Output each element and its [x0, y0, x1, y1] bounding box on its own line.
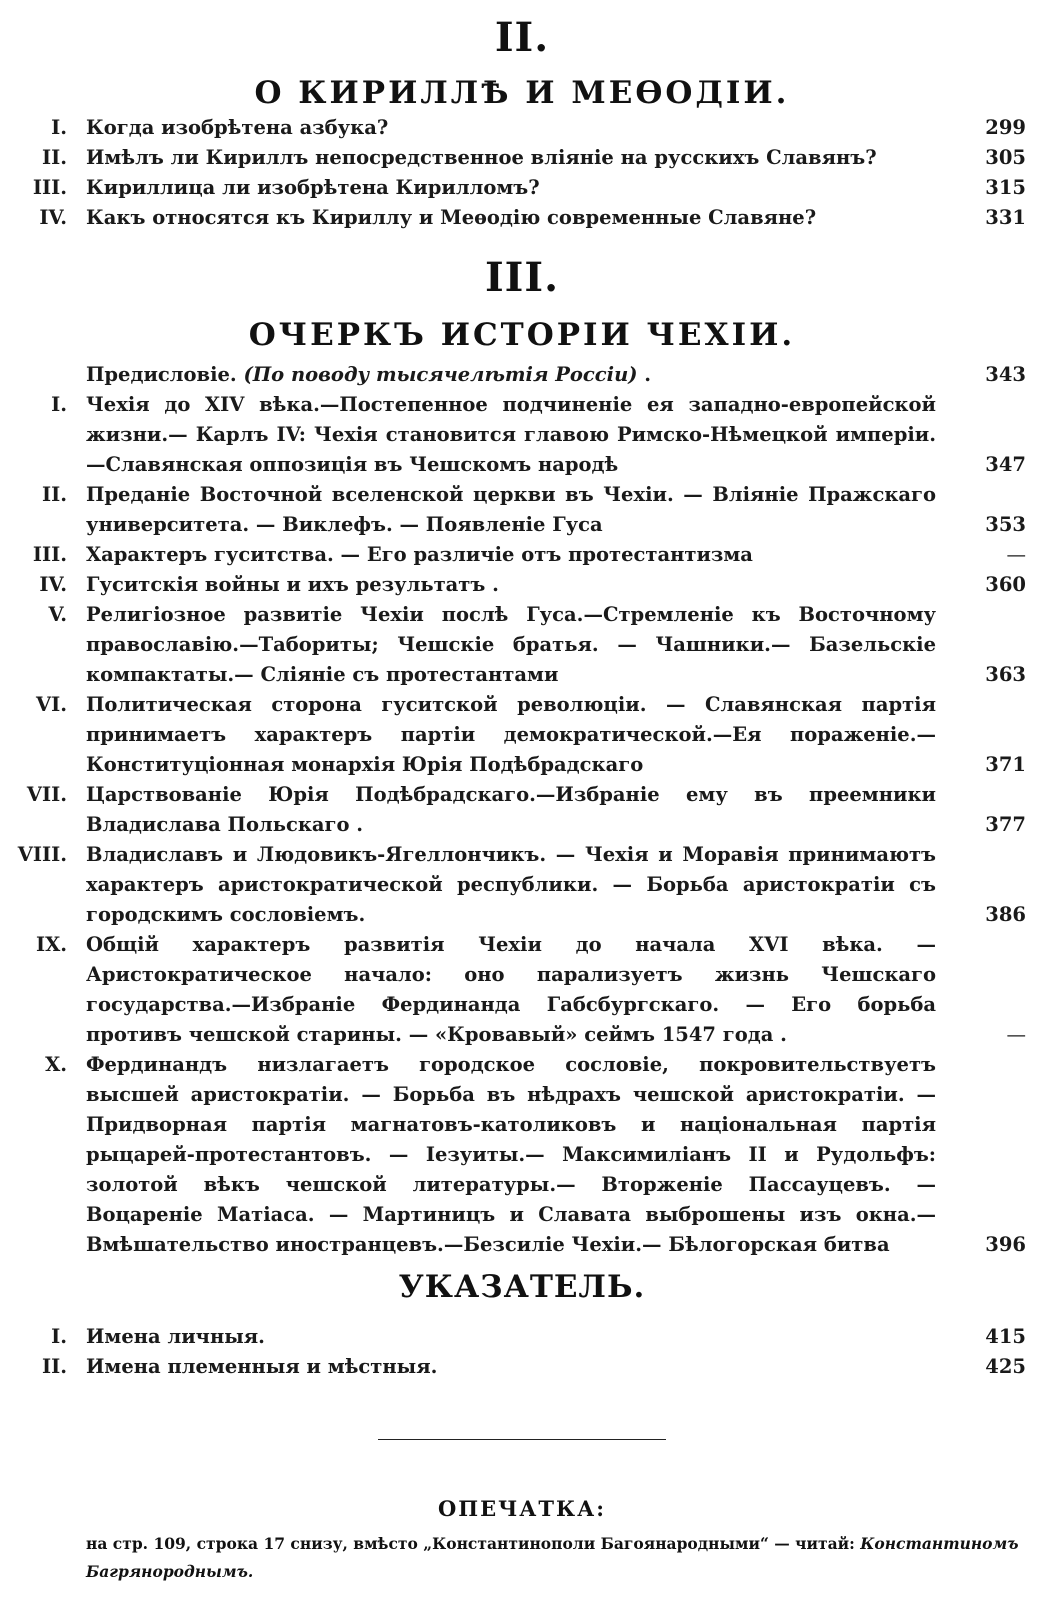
entry-title: Кириллица ли изобрѣтена Кирилломъ? — [86, 176, 540, 199]
entry-number: IV. — [39, 206, 67, 229]
page-number: 315 — [985, 176, 1026, 199]
entry-number: II. — [41, 146, 67, 169]
entry-title: Религіозное развитіе Чехіи послѣ Гуса.—Стремленіе къ Восточному православію.—Табориты; Чешскіе братья. — Чашники.— Базельскіе компактаты.— Сліяніе съ протестантами — [86, 603, 936, 686]
entry-title: Характеръ гуситства. — Его различіе отъ протестантизма — [86, 543, 753, 566]
preface-tail: . — [637, 363, 652, 386]
toc-entry — [0, 173, 1044, 203]
toc-entry — [0, 203, 1044, 233]
entry-number: VIII. — [17, 843, 67, 866]
section-3 — [0, 254, 1044, 353]
page-number: 386 — [985, 903, 1026, 926]
entry-title: Имена личныя. — [86, 1325, 265, 1348]
toc-entry — [0, 1050, 1044, 1260]
page-number: 360 — [985, 573, 1026, 596]
entry-number: I. — [51, 393, 67, 416]
entry-title: Гуситскія войны и ихъ результатъ . — [86, 573, 499, 596]
page-number: 415 — [985, 1325, 1026, 1348]
entry-number: II. — [41, 483, 67, 506]
section-title: ОЧЕРКЪ ИСТОРІИ ЧЕХІИ. — [248, 317, 796, 353]
entry-title: Общій характеръ развитія Чехіи до начала XVI вѣка. — Аристократическое начало: оно парализуетъ жизнь Чешскаго государства.—Избраніе Фердинанда Габсбургскаго. — Его борьба противъ чешской старины. — «Кровавый» сеймъ 1547 года . — [86, 933, 936, 1046]
entry-title: Чехія до XIV вѣка.—Постепенное подчиненіе ея западно-европейской жизни.— Карлъ IV: Чехія становится главою Римско-Нѣмецкой имперіи.—Славянская оппозиція въ Чешскомъ народѣ — [86, 393, 936, 476]
page-number: 299 — [985, 116, 1026, 139]
index-title: УКАЗАТЕЛЬ. — [398, 1269, 646, 1305]
page-number: 425 — [985, 1355, 1026, 1378]
errata-text — [86, 1530, 1024, 1586]
errata-body: на стр. 109, строка 17 снизу, вмѣсто „Константинополи Багоянародными“ — читай: — [86, 1534, 855, 1553]
toc-entry — [0, 480, 1044, 540]
entry-number: III. — [32, 176, 67, 199]
entry-number: V. — [48, 603, 67, 626]
entry-number: VII. — [26, 783, 67, 806]
entry-number: I. — [51, 1325, 67, 1348]
entry-title: Преданіе Восточной вселенской церкви въ Чехіи. — Вліяніе Пражскаго университета. — Виклефъ. — Появленіе Гуса — [86, 483, 936, 536]
section-number: II. — [494, 14, 550, 61]
page-number: 371 — [985, 753, 1026, 776]
toc-section-2 — [0, 113, 1044, 233]
section-title: О КИРИЛЛѢ И МЕѲОДІИ. — [254, 75, 790, 111]
toc-entry — [0, 1352, 1044, 1382]
preface-note: (По поводу тысячелѣтія Россіи) — [243, 363, 638, 386]
page-number: — — [1006, 543, 1026, 566]
section-2 — [0, 14, 1044, 111]
entry-title: Царствованіе Юрія Подѣбрадскаго.—Избраніе ему въ преемники Владислава Польскаго . — [86, 783, 936, 836]
entry-title: Когда изобрѣтена азбука? — [86, 116, 389, 139]
entry-number: VI. — [35, 693, 67, 716]
entry-title: Политическая сторона гуситской революціи. — Славянская партія принимаетъ характеръ партіи демократической.—Ея пораженіе.—Конституціонная монархія Юрія Подѣбрадскаго — [86, 693, 936, 776]
toc-entry — [0, 570, 1044, 600]
errata-title: ОПЕЧАТКА: — [438, 1496, 606, 1521]
preface-entry — [0, 360, 1044, 390]
entry-title: Имена племенныя и мѣстныя. — [86, 1355, 438, 1378]
toc-entry — [0, 690, 1044, 780]
toc-entry — [0, 390, 1044, 480]
entry-number: IX. — [35, 933, 67, 956]
page-number: — — [1006, 1023, 1026, 1046]
toc-entry — [0, 1322, 1044, 1352]
divider-line — [378, 1439, 666, 1440]
page-number: 347 — [985, 453, 1026, 476]
page-number: 377 — [985, 813, 1026, 836]
entry-title: Фердинандъ низлагаетъ городское сословіе, покровительствуетъ высшей аристократіи. — Борьба въ нѣдрахъ чешской аристократіи. — Придворная партія магнатовъ-католиковъ и національная партія рыцарей-протестантовъ. — Іезуиты.— Максимиліанъ II и Рудольфъ: золотой вѣкъ чешской литературы.— Вторженіе Пассауцевъ. — Воцареніе Матіаса. — Мартиницъ и Славата выброшены изъ окна.—Вмѣшательство иностранцевъ.—Безсиліе Чехіи.— Бѣлогорская битва — [86, 1053, 936, 1256]
entry-number: II. — [41, 1355, 67, 1378]
entry-title: Имѣлъ ли Кириллъ непосредственное вліяніе на русскихъ Славянъ? — [86, 146, 877, 169]
entry-number: X. — [45, 1053, 67, 1076]
page-number: 353 — [985, 513, 1026, 536]
entry-number: I. — [51, 116, 67, 139]
toc-entry — [0, 840, 1044, 930]
entry-number: IV. — [39, 573, 67, 596]
page-number: 343 — [985, 363, 1026, 386]
preface-label: Предисловіе. — [86, 363, 237, 386]
page-number: 331 — [985, 206, 1026, 229]
index-section — [0, 1269, 1044, 1305]
entry-title: Какъ относятся къ Кириллу и Меѳодію современные Славяне? — [86, 206, 817, 229]
errata-correction: Константиномъ Багрянороднымъ. — [86, 1534, 1019, 1581]
toc-entry — [0, 143, 1044, 173]
toc-entry — [0, 113, 1044, 143]
toc-entry — [0, 540, 1044, 570]
toc-entry — [0, 930, 1044, 1050]
toc-entry — [0, 600, 1044, 690]
page-number: 363 — [985, 663, 1026, 686]
entry-number: III. — [32, 543, 67, 566]
toc-entry — [0, 780, 1044, 840]
entry-title: Владиславъ и Людовикъ-Ягеллончикъ. — Чехія и Моравія принимаютъ характеръ аристократической республики. — Борьба аристократіи съ городскимъ сословіемъ. — [86, 843, 936, 926]
page-number: 396 — [985, 1233, 1026, 1256]
page-number: 305 — [985, 146, 1026, 169]
toc-index — [0, 1322, 1044, 1382]
section-number: III. — [484, 254, 560, 301]
toc-section-3 — [0, 360, 1044, 1260]
